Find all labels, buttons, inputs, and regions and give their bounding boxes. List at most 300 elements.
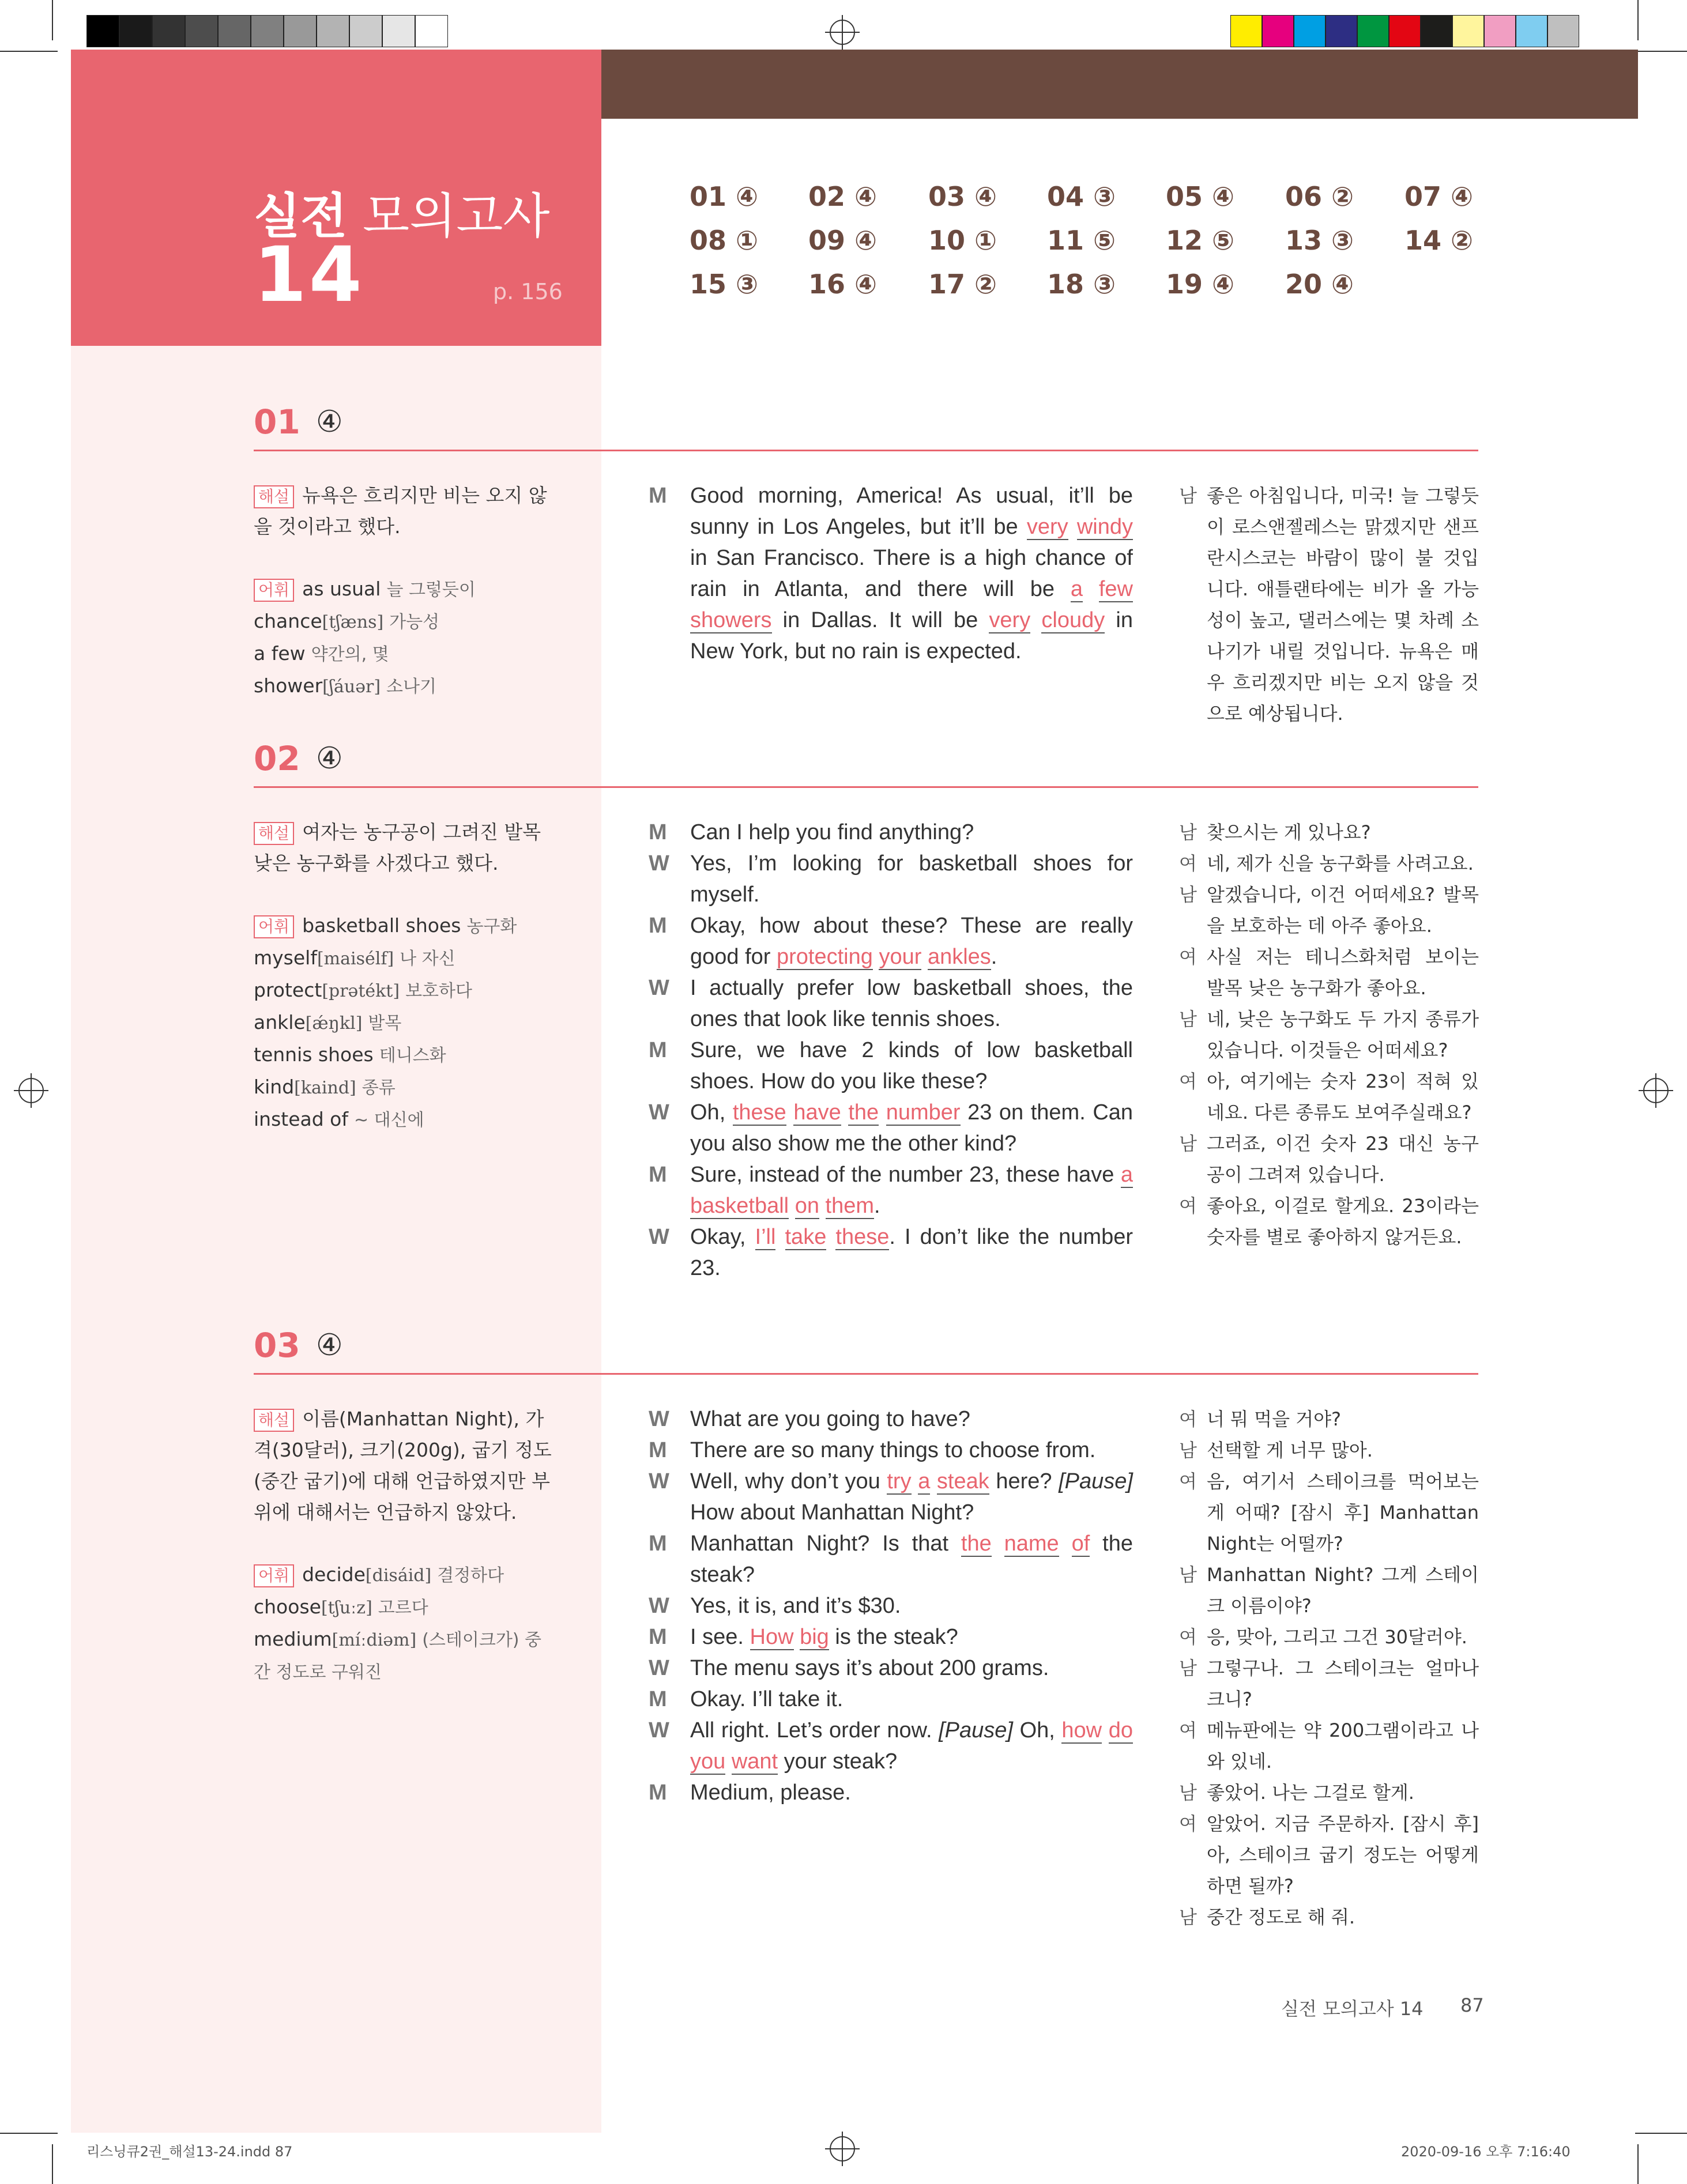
gray-swatch: [382, 15, 415, 47]
gray-swatch: [317, 15, 349, 47]
crop-mark: [1635, 2133, 1687, 2134]
text-segment: .: [874, 1194, 880, 1218]
translation-line: [1179, 1777, 1479, 1808]
text-segment: Sure, instead of the number 23, these have: [690, 1163, 1121, 1187]
vocab-phonetic: [ʃáuər]: [322, 677, 381, 697]
translation-line: [1179, 1004, 1479, 1066]
vocab-item: [254, 1591, 555, 1624]
speaker-label: W: [649, 1225, 669, 1249]
explanation: [254, 1404, 555, 1528]
section-divider: [254, 1373, 1478, 1375]
translation-speaker: 남: [1179, 821, 1197, 843]
gray-swatch: [86, 15, 119, 47]
vocab-meaning: (스테이크가) 중간 정도로 구워진: [254, 1630, 542, 1683]
translation-speaker: 남: [1179, 485, 1197, 507]
answer-item: 12 ⑤: [1166, 225, 1234, 256]
translation-line: [1179, 879, 1479, 941]
explanation-tag: 해설: [254, 1409, 294, 1432]
blank-answer-word: I’ll: [755, 1225, 776, 1249]
text-segment: Good morning, America! As usual, it’ll be sunny in Los Angeles, but it’ll be: [690, 484, 1133, 539]
dialogue-text: [690, 976, 1133, 1031]
stage-direction: [Pause]: [1059, 1469, 1133, 1493]
text-segment: [879, 1100, 886, 1125]
explanation: [254, 817, 555, 879]
answer-item: 15 ③: [690, 269, 758, 300]
gray-swatch: [349, 15, 382, 47]
header-band: [601, 50, 1638, 119]
dialogue-text: [690, 1532, 1133, 1587]
translation-text: 좋았어. 나는 그걸로 할게.: [1207, 1782, 1414, 1804]
dialogue-line: [649, 1684, 1133, 1715]
gray-swatch: [218, 15, 251, 47]
dialogue-text: [690, 1718, 1133, 1775]
vocab-meaning: 약간의, 몇: [311, 644, 389, 665]
color-swatch: [1262, 15, 1294, 47]
text-segment: There are so many things to choose from.: [690, 1438, 1096, 1462]
color-swatch: [1484, 15, 1516, 47]
explanation-tag: 해설: [254, 822, 294, 845]
crop-mark: [1635, 51, 1687, 52]
answer-item: 18 ③: [1047, 269, 1116, 300]
vocab-meaning: 발목: [368, 1013, 402, 1033]
color-swatch: [1421, 15, 1452, 47]
answer-item: 04 ③: [1047, 181, 1116, 212]
text-segment: Oh,: [1012, 1718, 1062, 1742]
speaker-label: M: [649, 1781, 667, 1805]
vocab-phonetic: [kaind]: [294, 1078, 356, 1098]
dialogue-text: [690, 1100, 1133, 1156]
blank-answer-word: protecting: [777, 945, 873, 969]
answer-item: 11 ⑤: [1047, 225, 1116, 256]
registration-mark-top: [830, 20, 855, 45]
answer-item: 05 ④: [1166, 181, 1234, 212]
text-segment: is the steak?: [829, 1625, 958, 1649]
translation-line: [1179, 848, 1479, 879]
answer-item: 02 ④: [808, 181, 877, 212]
slug-timestamp: 2020-09-16 오후 7:16:40: [1401, 2144, 1571, 2160]
crop-mark: [52, 2144, 53, 2184]
vocab-tag: 어휘: [254, 915, 294, 938]
speaker-label: W: [649, 1594, 669, 1618]
vocab-phonetic: [ǽŋkl]: [305, 1013, 363, 1033]
vocab-item: [254, 1624, 555, 1688]
text-segment: [1059, 1532, 1072, 1556]
blank-answer-word: these: [732, 1100, 786, 1125]
crop-mark: [52, 0, 53, 40]
blank-answer-word: the: [848, 1100, 879, 1125]
text-segment: [1030, 608, 1041, 632]
text-segment: Can I help you find anything?: [690, 820, 974, 844]
translation-speaker: 남: [1179, 1439, 1197, 1461]
speaker-label: M: [649, 820, 667, 844]
dialogue-line: [649, 1621, 1133, 1653]
vocab-word: medium: [254, 1628, 332, 1650]
answer-item: 09 ④: [808, 225, 877, 256]
vocab-word: kind: [254, 1076, 295, 1098]
vocab-word: instead of: [254, 1108, 348, 1130]
translation-speaker: 여: [1179, 1719, 1197, 1741]
explanation-column: [254, 1404, 555, 1688]
blank-answer-word: them: [825, 1194, 875, 1218]
translation-speaker: 남: [1179, 1782, 1197, 1804]
dialogue-line: [649, 1435, 1133, 1466]
vocab-meaning: 고르다: [378, 1598, 428, 1618]
title-rest: 모의고사: [363, 188, 550, 244]
text-segment: [930, 1469, 937, 1493]
answer-item: 01 ④: [690, 181, 758, 212]
translation-text: 아, 여기에는 숫자 23이 적혀 있네요. 다른 종류도 보여주실래요?: [1207, 1070, 1479, 1123]
translation-speaker: 여: [1179, 1070, 1197, 1092]
blank-answer-word: your: [879, 945, 922, 969]
running-title: 실전 모의고사 14: [1281, 1998, 1424, 2020]
translation-line: [1179, 1466, 1479, 1559]
speaker-label: M: [649, 484, 667, 508]
translation-speaker: 여: [1179, 1813, 1197, 1835]
vocab-phonetic: [tʃuːz]: [321, 1598, 372, 1618]
blank-answer-word: on: [794, 1194, 819, 1218]
vocab-word: choose: [254, 1595, 321, 1618]
vocab-meaning: 소나기: [386, 677, 436, 697]
text-segment: in Dallas. It will be: [771, 608, 989, 632]
page-reference: p. 156: [493, 279, 563, 304]
gray-swatch: [119, 15, 152, 47]
dialogue-text: [690, 1225, 1133, 1280]
blank-answer-word: showers: [690, 608, 772, 632]
translation: [1179, 1404, 1479, 1933]
explanation-column: [254, 817, 555, 1136]
text-segment: the steak?: [690, 1532, 1133, 1587]
question-answer: ④: [316, 405, 343, 439]
vocab-word: myself: [254, 946, 317, 969]
text-segment: [819, 1194, 826, 1218]
answer-item: 14 ②: [1404, 225, 1473, 256]
translation-line: [1179, 1435, 1479, 1466]
vocab-word: shower: [254, 674, 323, 697]
translation-text: 메뉴판에는 약 200그램이라고 나와 있네.: [1207, 1719, 1479, 1772]
text-segment: [775, 1225, 785, 1249]
answer-item: 17 ②: [928, 269, 997, 300]
speaker-label: W: [649, 1656, 669, 1680]
page-number: 87: [1460, 1994, 1484, 2016]
translation-speaker: 남: [1179, 884, 1197, 906]
dialogue: [649, 817, 1133, 1284]
blank-answer-word: very: [989, 608, 1031, 632]
text-segment: Okay,: [690, 1225, 755, 1249]
gray-swatch: [251, 15, 284, 47]
color-swatch: [1547, 15, 1579, 47]
test-number: 14: [254, 231, 364, 319]
vocab-meaning: ~ 대신에: [354, 1110, 424, 1130]
dialogue-text: [690, 1438, 1095, 1462]
text-segment: Oh,: [690, 1100, 733, 1125]
vocab-item: [254, 1039, 555, 1072]
dialogue-line: [649, 1590, 1133, 1621]
text-segment: [794, 1625, 800, 1649]
text-segment: I actually prefer low basketball shoes, the ones that look like tennis shoes.: [690, 976, 1133, 1031]
text-segment: your steak?: [778, 1749, 898, 1774]
dialogue-line: [649, 480, 1133, 667]
blank-answer-word: big: [800, 1625, 829, 1649]
text-segment: [1068, 515, 1077, 539]
dialogue-text: [690, 1038, 1133, 1093]
translation-text: 그러죠, 이건 숫자 23 대신 농구공이 그려져 있습니다.: [1207, 1133, 1479, 1186]
translation-line: [1179, 1128, 1479, 1190]
explanation: [254, 480, 555, 542]
vocab-item: [254, 1072, 555, 1104]
blank-answer-word: you: [690, 1749, 726, 1774]
answer-item: 20 ④: [1285, 269, 1354, 300]
vocab-item: [254, 638, 555, 670]
explanation-column: [254, 480, 555, 703]
vocab-item: [254, 1104, 555, 1136]
blank-answer-word: few: [1098, 577, 1133, 601]
vocab-item: [254, 670, 555, 703]
text-segment: Well, why don’t you: [690, 1469, 887, 1493]
translation-text: 알겠습니다, 이건 어떠세요? 발목을 보호하는 데 아주 좋아요.: [1207, 884, 1479, 937]
vocab-item: [254, 942, 555, 975]
text-segment: 23 on them. Can you also show me the other kind?: [690, 1100, 1134, 1156]
vocab-item: [254, 1007, 555, 1039]
dialogue-text: [690, 1781, 851, 1805]
dialogue: [649, 480, 1133, 667]
vocab-meaning: 나 자신: [400, 949, 455, 969]
vocab-meaning: 테니스화: [379, 1046, 446, 1066]
text-segment: Okay, how about these? These are really good for: [690, 914, 1133, 969]
translation: [1179, 480, 1479, 729]
text-segment: Medium, please.: [690, 1781, 851, 1805]
vocab-phonetic: [prətékt]: [322, 981, 400, 1001]
translation-text: 선택할 게 너무 많아.: [1207, 1439, 1373, 1461]
dialogue-line: [649, 1777, 1133, 1808]
blank-answer-word: the: [961, 1532, 992, 1556]
registration-mark-right: [1643, 1078, 1669, 1103]
text-segment: How about Manhattan Night?: [690, 1500, 974, 1525]
translation-text: 네, 낮은 농구화도 두 가지 종류가 있습니다. 이것들은 어떠세요?: [1207, 1008, 1479, 1061]
vocab-phonetic: [maisélf]: [317, 949, 394, 969]
gray-swatch: [415, 15, 448, 47]
vocab-tag: 어휘: [254, 579, 294, 602]
vocab-item: [254, 1559, 555, 1591]
explanation-text: 뉴욕은 흐리지만 비는 오지 않을 것이라고 했다.: [254, 484, 547, 538]
translation-text: 그렇구나. 그 스테이크는 얼마나 크니?: [1207, 1657, 1479, 1710]
dialogue-line: [649, 1715, 1133, 1777]
blank-answer-word: take: [785, 1225, 827, 1249]
vocab-word: protect: [254, 979, 322, 1001]
vocab-word: basketball shoes: [302, 914, 461, 937]
vocab-item: [254, 606, 555, 638]
vocab-word: chance: [254, 610, 322, 632]
translation-speaker: 여: [1179, 1470, 1197, 1492]
dialogue-line: [649, 1035, 1133, 1097]
vocab-item: [254, 910, 555, 942]
answer-item: 07 ④: [1404, 181, 1473, 212]
answer-item: 19 ④: [1166, 269, 1234, 300]
explanation-tag: 해설: [254, 485, 294, 508]
speaker-label: W: [649, 976, 669, 1000]
translation-line: [1179, 1066, 1479, 1128]
translation-speaker: 남: [1179, 1657, 1197, 1679]
translation-speaker: 여: [1179, 853, 1197, 874]
translation-speaker: 여: [1179, 1408, 1197, 1430]
color-swatch: [1389, 15, 1421, 47]
text-segment: Sure, we have 2 kinds of low basketball shoes. How do you like these?: [690, 1038, 1133, 1093]
dialogue-line: [649, 972, 1133, 1035]
color-swatch: [1516, 15, 1547, 47]
section-divider: [254, 450, 1478, 451]
gray-swatch: [185, 15, 218, 47]
dialogue-line: [649, 1466, 1133, 1528]
explanation-text: 여자는 농구공이 그려진 발목 낮은 농구화를 사겠다고 했다.: [254, 821, 541, 874]
text-segment: [789, 1194, 795, 1218]
spacer: [254, 542, 555, 574]
dialogue-line: [649, 848, 1133, 910]
speaker-label: M: [649, 1625, 667, 1649]
dialogue-text: [690, 1469, 1133, 1525]
speaker-label: M: [649, 1532, 667, 1556]
text-segment: [786, 1100, 794, 1125]
dialogue-text: [690, 914, 1133, 970]
translation-text: 중간 정도로 해 줘.: [1207, 1906, 1355, 1928]
answer-item: 13 ③: [1285, 225, 1354, 256]
crop-mark: [0, 51, 58, 52]
speaker-label: M: [649, 914, 667, 938]
crop-mark: [0, 2133, 58, 2134]
blank-answer-word: steak: [936, 1469, 989, 1493]
text-segment: here?: [989, 1469, 1059, 1493]
blank-answer-word: very: [1026, 515, 1068, 539]
text-segment: [826, 1225, 835, 1249]
vocab-tag: 어휘: [254, 1564, 294, 1587]
question-answer: ④: [316, 1328, 343, 1363]
dialogue-line: [649, 1097, 1133, 1159]
vocab-phonetic: [míːdiəm]: [332, 1630, 417, 1650]
vocab-phonetic: [disáid]: [365, 1566, 432, 1586]
text-segment: . I don’t like the number 23.: [690, 1225, 1133, 1280]
translation-text: Manhattan Night? 그게 스테이크 이름이야?: [1207, 1564, 1479, 1617]
vocab-meaning: 결정하다: [437, 1566, 504, 1586]
speaker-label: M: [649, 1438, 667, 1462]
blank-answer-word: basketball: [690, 1194, 789, 1218]
text-segment: What are you going to have?: [690, 1407, 970, 1431]
stage-direction: [Pause]: [939, 1718, 1013, 1742]
translation-line: [1179, 1190, 1479, 1253]
blank-answer-word: have: [793, 1100, 841, 1125]
text-segment: [1083, 577, 1099, 601]
speaker-label: W: [649, 1469, 669, 1493]
translation-line: [1179, 1559, 1479, 1621]
translation-text: 네, 제가 신을 농구화를 사려고요.: [1207, 853, 1474, 874]
color-swatch: [1452, 15, 1484, 47]
speaker-label: W: [649, 1718, 669, 1742]
blank-answer-word: try: [887, 1469, 912, 1493]
translation-line: [1179, 1715, 1479, 1777]
translation-line: [1179, 941, 1479, 1004]
text-segment: [873, 945, 879, 969]
dialogue-line: [649, 1528, 1133, 1590]
text-segment: [921, 945, 928, 969]
vocab-phonetic: [tʃæns]: [322, 612, 384, 632]
translation-line: [1179, 1902, 1479, 1933]
translation-line: [1179, 1653, 1479, 1715]
question-answer: ④: [316, 741, 343, 776]
dialogue-line: [649, 1404, 1133, 1435]
spacer: [254, 1528, 555, 1559]
section-divider: [254, 786, 1478, 788]
color-swatch: [1294, 15, 1326, 47]
crop-mark: [1637, 0, 1639, 40]
answer-item: 03 ④: [928, 181, 997, 212]
registration-mark-left: [18, 1078, 44, 1103]
vocab-word: ankle: [254, 1011, 306, 1033]
translation-line: [1179, 817, 1479, 848]
dialogue-text: [690, 1656, 1049, 1680]
blank-answer-word: these: [835, 1225, 890, 1249]
translation-speaker: 남: [1179, 1008, 1197, 1030]
blank-answer-word: How: [750, 1625, 794, 1649]
speaker-label: W: [649, 1407, 669, 1431]
translation-line: [1179, 1621, 1479, 1653]
translation-line: [1179, 480, 1479, 729]
vocab-word: tennis shoes: [254, 1043, 374, 1066]
translation-speaker: 남: [1179, 1133, 1197, 1155]
blank-answer-word: cloudy: [1041, 608, 1105, 632]
question-number: 03: [254, 1326, 300, 1365]
dialogue-text: [690, 1625, 958, 1650]
dialogue-text: [690, 1407, 970, 1431]
vocab-word: a few: [254, 642, 306, 665]
blank-answer-word: do: [1108, 1718, 1133, 1742]
speaker-label: W: [649, 1100, 669, 1125]
text-segment: [725, 1749, 732, 1774]
answer-item: 16 ④: [808, 269, 877, 300]
color-swatch: [1326, 15, 1357, 47]
gray-swatch: [284, 15, 317, 47]
translation-text: 사실 저는 테니스화처럼 보이는 발목 낮은 농구화가 좋아요.: [1207, 946, 1479, 999]
question-number: 01: [254, 402, 300, 442]
translation-text: 찾으시는 게 있나요?: [1207, 821, 1371, 843]
translation-text: 너 뭐 먹을 거야?: [1207, 1408, 1341, 1430]
blank-answer-word: of: [1071, 1532, 1090, 1556]
translation-speaker: 여: [1179, 1626, 1197, 1648]
vocab-meaning: 늘 그렇듯이: [386, 580, 476, 600]
dialogue-text: [690, 851, 1133, 907]
crop-mark: [1637, 2144, 1639, 2184]
translation: [1179, 817, 1479, 1253]
slug-file: 리스닝큐2권_해설13-24.indd 87: [86, 2144, 293, 2160]
vocab-item: [254, 574, 555, 606]
dialogue-text: [690, 1163, 1133, 1219]
translation-line: [1179, 1404, 1479, 1435]
text-segment: .: [991, 945, 997, 969]
dialogue-line: [649, 910, 1133, 972]
text-segment: Yes, it is, and it’s $30.: [690, 1594, 901, 1618]
translation-text: 음, 여기서 스테이크를 먹어보는 게 어때? [잠시 후] Manhattan Night는 어떨까?: [1207, 1470, 1479, 1555]
dialogue-text: [690, 1594, 901, 1618]
text-segment: All right. Let’s order now.: [690, 1718, 939, 1742]
dialogue: [649, 1404, 1133, 1808]
question-number: 02: [254, 739, 300, 778]
blank-answer-word: ankles: [927, 945, 991, 969]
blank-answer-word: name: [1004, 1532, 1059, 1556]
dialogue-line: [649, 1653, 1133, 1684]
explanation-text: 이름(Manhattan Night), 가격(30달러), 크기(200g), 굽기 정도(중간 굽기)에 대해 언급하였지만 부위에 대해서는 언급하지 않았다.: [254, 1408, 552, 1523]
translation-text: 좋은 아침입니다, 미국! 늘 그렇듯이 로스앤젤레스는 맑겠지만 샌프란시스코는 바람이 많이 불 것입니다. 애틀랜타에는 비가 올 가능성이 높고, 댈러스에는 몇 차례 소나기가 내릴 것입니다. 뉴욕은 매우 흐리겠지만 비는 오지 않을 것으로 예상됩니다.: [1207, 485, 1479, 725]
vocab-meaning: 종류: [362, 1078, 396, 1098]
text-segment: [912, 1469, 918, 1493]
dialogue-line: [649, 1159, 1133, 1221]
dialogue-line: [649, 1221, 1133, 1284]
translation-speaker: 여: [1179, 1195, 1197, 1217]
